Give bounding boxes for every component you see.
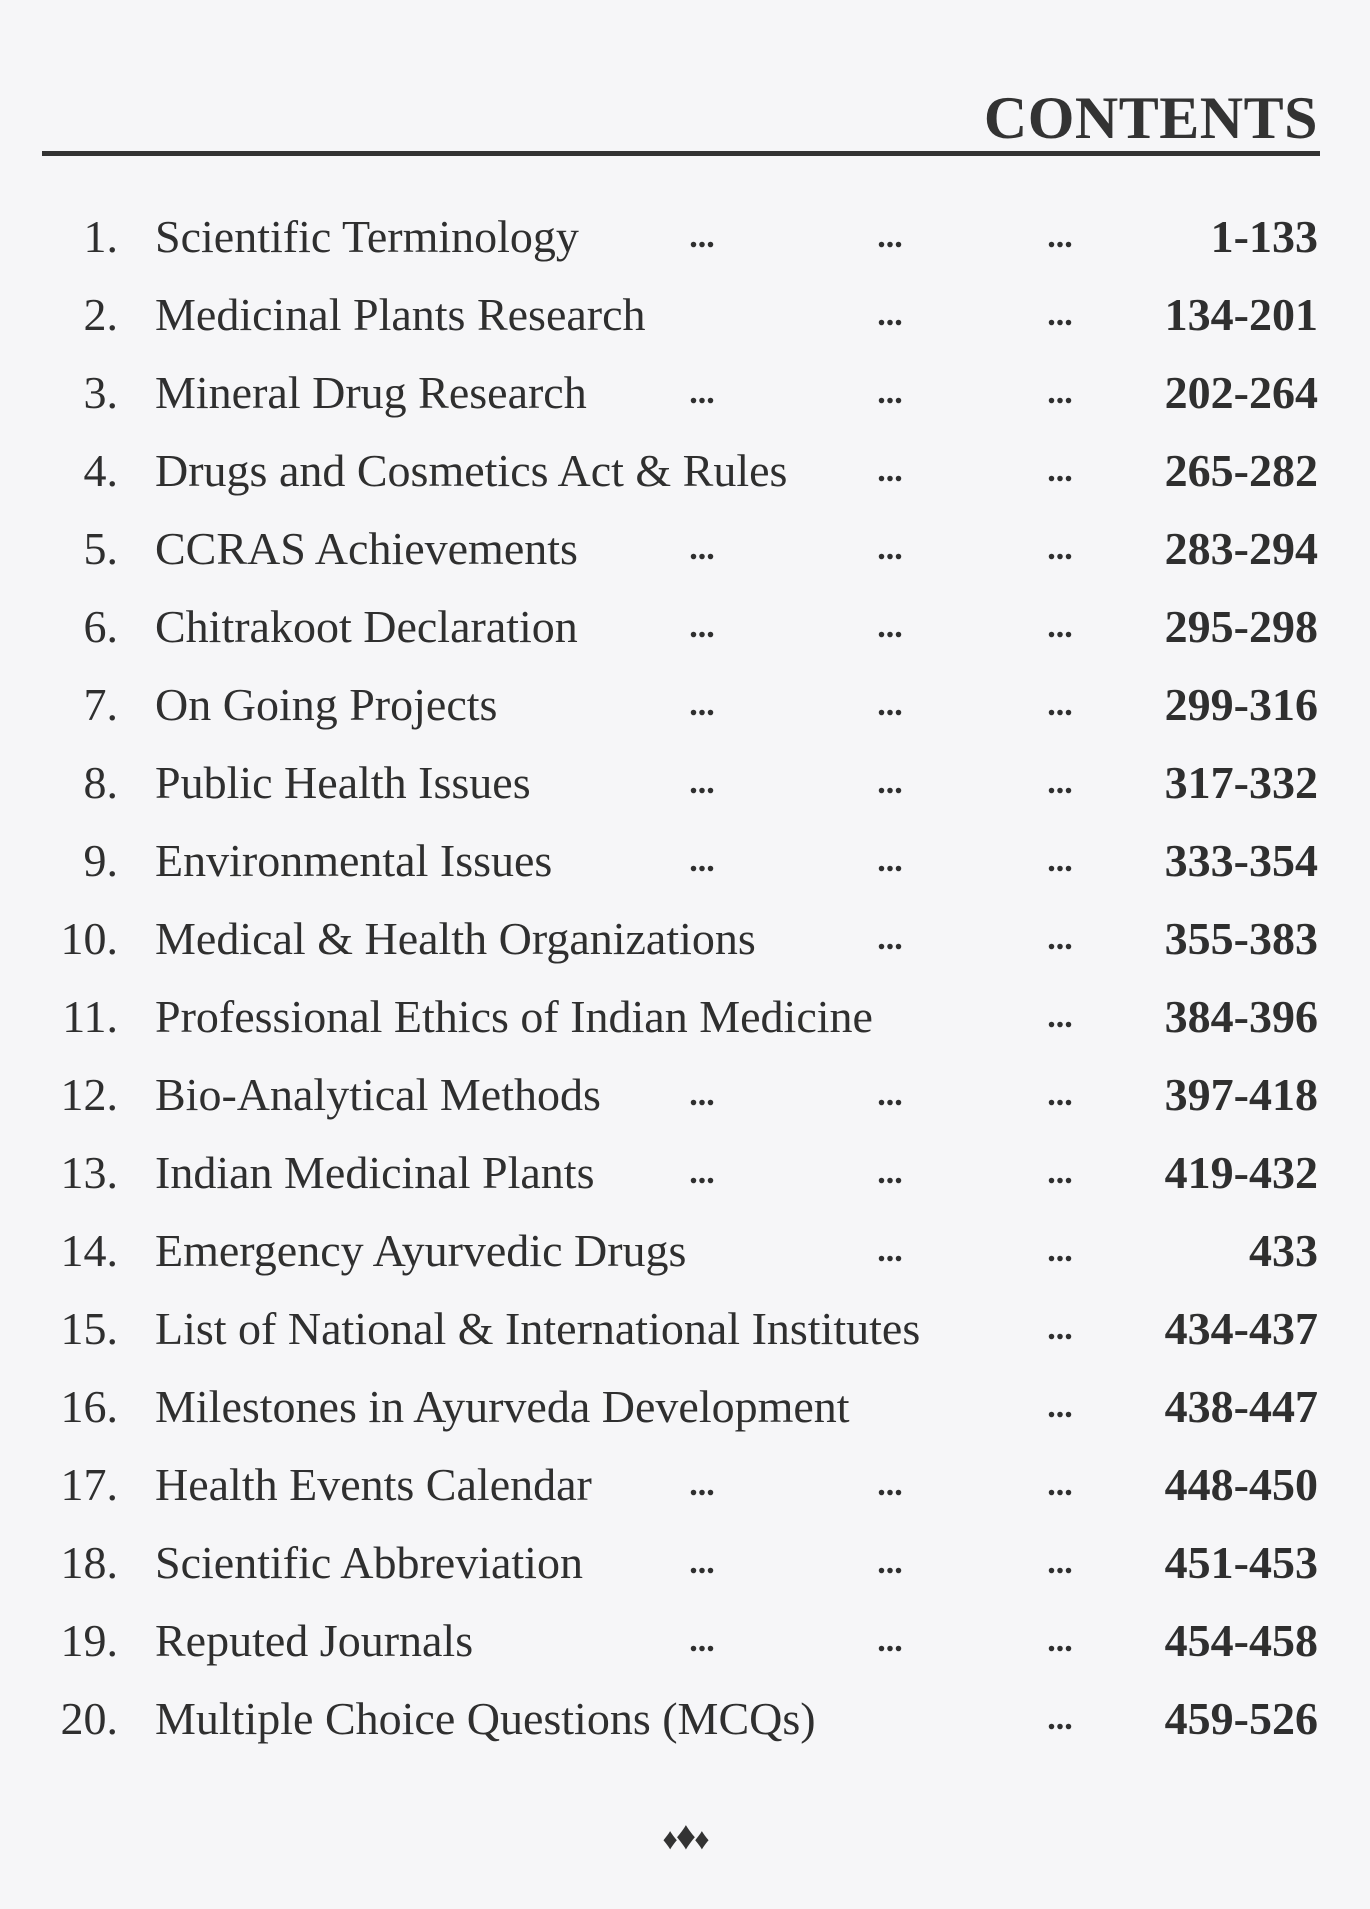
leader-dots: ... [1047,686,1073,723]
entry-number: 8. [83,757,118,808]
leader-dots: ... [877,296,903,333]
leader-dots: ... [1047,764,1073,801]
entry-number: 15. [60,1303,118,1354]
toc-list [0,198,1370,1758]
entry-title: Medicinal Plants Research [155,289,646,340]
leader-dots: ... [689,218,715,255]
title-rule [42,151,1320,156]
leader-dots: ... [877,608,903,645]
leader-dots: ... [1047,1076,1073,1113]
toc-entry [0,1602,1370,1680]
leader-dots: ... [689,608,715,645]
entry-title: Environmental Issues [155,835,553,886]
leader-dots: ... [689,1154,715,1191]
leader-dots: ... [877,1154,903,1191]
end-ornament [630,1812,740,1859]
entry-number: 4. [83,445,118,496]
leader-dots: ... [689,764,715,801]
leader-dots: ... [877,374,903,411]
leader-dots: ... [877,452,903,489]
toc-entry [0,1680,1370,1758]
entry-pages: 459-526 [1164,1693,1318,1744]
entry-number: 6. [83,601,118,652]
leader-dots: ... [877,1076,903,1113]
entry-number: 20. [60,1693,118,1744]
leader-dots: ... [877,1466,903,1503]
entry-pages: 448-450 [1164,1459,1318,1510]
toc-entry [0,1134,1370,1212]
leader-dots: ... [1047,1310,1073,1347]
entry-pages: 283-294 [1164,523,1318,574]
entry-number: 5. [83,523,118,574]
entry-pages: 134-201 [1164,289,1318,340]
leader-dots: ... [877,920,903,957]
toc-entry [0,1524,1370,1602]
leader-dots: ... [1047,452,1073,489]
entry-pages: 397-418 [1164,1069,1318,1120]
diamond-icon: ♦ [675,1813,695,1858]
leader-dots: ... [1047,374,1073,411]
toc-entry [0,744,1370,822]
entry-pages: 295-298 [1164,601,1318,652]
toc-entry [0,666,1370,744]
entry-pages: 438-447 [1164,1381,1318,1432]
toc-entry [0,978,1370,1056]
entry-number: 19. [60,1615,118,1666]
entry-pages: 333-354 [1164,835,1318,886]
entry-title: List of National & International Institutes [155,1303,921,1354]
toc-entry [0,276,1370,354]
leader-dots: ... [877,530,903,567]
diamond-icon: ♦ [694,1823,708,1856]
entry-pages: 202-264 [1164,367,1318,418]
leader-dots: ... [689,1076,715,1113]
entry-title: Bio-Analytical Methods [155,1069,601,1120]
entry-title: CCRAS Achievements [155,523,578,574]
leader-dots: ... [877,1232,903,1269]
toc-entry [0,354,1370,432]
leader-dots: ... [1047,998,1073,1035]
entry-title: Public Health Issues [155,757,531,808]
entry-number: 2. [83,289,118,340]
leader-dots: ... [689,1544,715,1581]
entry-title: Health Events Calendar [155,1459,592,1510]
entry-title: Reputed Journals [155,1615,474,1666]
entry-title: Professional Ethics of Indian Medicine [155,991,873,1042]
entry-pages: 265-282 [1164,445,1318,496]
leader-dots: ... [877,764,903,801]
entry-number: 16. [60,1381,118,1432]
toc-entry [0,510,1370,588]
entry-pages: 419-432 [1164,1147,1318,1198]
entry-title: On Going Projects [155,679,498,730]
leader-dots: ... [1047,218,1073,255]
entry-title: Chitrakoot Declaration [155,601,578,652]
leader-dots: ... [1047,842,1073,879]
leader-dots: ... [877,1544,903,1581]
toc-entry [0,432,1370,510]
entry-number: 7. [83,679,118,730]
entry-pages: 454-458 [1164,1615,1318,1666]
leader-dots: ... [1047,530,1073,567]
leader-dots: ... [1047,1388,1073,1425]
entry-number: 13. [60,1147,118,1198]
entry-title: Multiple Choice Questions (MCQs) [155,1693,816,1744]
entry-pages: 384-396 [1164,991,1318,1042]
leader-dots: ... [1047,1154,1073,1191]
entry-pages: 451-453 [1164,1537,1318,1588]
entry-number: 10. [60,913,118,964]
leader-dots: ... [877,218,903,255]
entry-pages: 355-383 [1164,913,1318,964]
leader-dots: ... [1047,296,1073,333]
toc-entry [0,900,1370,978]
entry-number: 11. [62,991,118,1042]
entry-number: 17. [60,1459,118,1510]
entry-pages: 1-133 [1210,211,1318,262]
entry-pages: 434-437 [1164,1303,1318,1354]
entry-title: Scientific Terminology [155,211,579,262]
leader-dots: ... [877,842,903,879]
entry-title: Mineral Drug Research [155,367,587,418]
leader-dots: ... [877,1622,903,1659]
entry-number: 14. [60,1225,118,1276]
entry-pages: 433 [1249,1225,1318,1276]
leader-dots: ... [689,530,715,567]
leader-dots: ... [689,1466,715,1503]
toc-entry [0,1212,1370,1290]
entry-number: 18. [60,1537,118,1588]
toc-entry [0,1056,1370,1134]
entry-title: Scientific Abbreviation [155,1537,583,1588]
toc-entry [0,1446,1370,1524]
entry-number: 1. [83,211,118,262]
entry-title: Milestones in Ayurveda Development [155,1381,850,1432]
leader-dots: ... [1047,1544,1073,1581]
toc-entry [0,1290,1370,1368]
leader-dots: ... [1047,608,1073,645]
leader-dots: ... [689,686,715,723]
page-title: CONTENTS [983,85,1318,151]
diamond-icon: ♦ [662,1823,676,1856]
toc-entry [0,822,1370,900]
entry-number: 12. [60,1069,118,1120]
toc-entry [0,1368,1370,1446]
leader-dots: ... [689,842,715,879]
leader-dots: ... [1047,1232,1073,1269]
leader-dots: ... [1047,1622,1073,1659]
leader-dots: ... [1047,1700,1073,1737]
entry-number: 3. [83,367,118,418]
leader-dots: ... [1047,920,1073,957]
toc-entry [0,198,1370,276]
leader-dots: ... [689,374,715,411]
entry-title: Medical & Health Organizations [155,913,756,964]
entry-pages: 299-316 [1164,679,1318,730]
leader-dots: ... [877,686,903,723]
toc-entry [0,588,1370,666]
entry-title: Indian Medicinal Plants [155,1147,595,1198]
leader-dots: ... [689,1622,715,1659]
entry-number: 9. [83,835,118,886]
entry-title: Emergency Ayurvedic Drugs [155,1225,687,1276]
entry-pages: 317-332 [1164,757,1318,808]
entry-title: Drugs and Cosmetics Act & Rules [155,445,788,496]
leader-dots: ... [1047,1466,1073,1503]
